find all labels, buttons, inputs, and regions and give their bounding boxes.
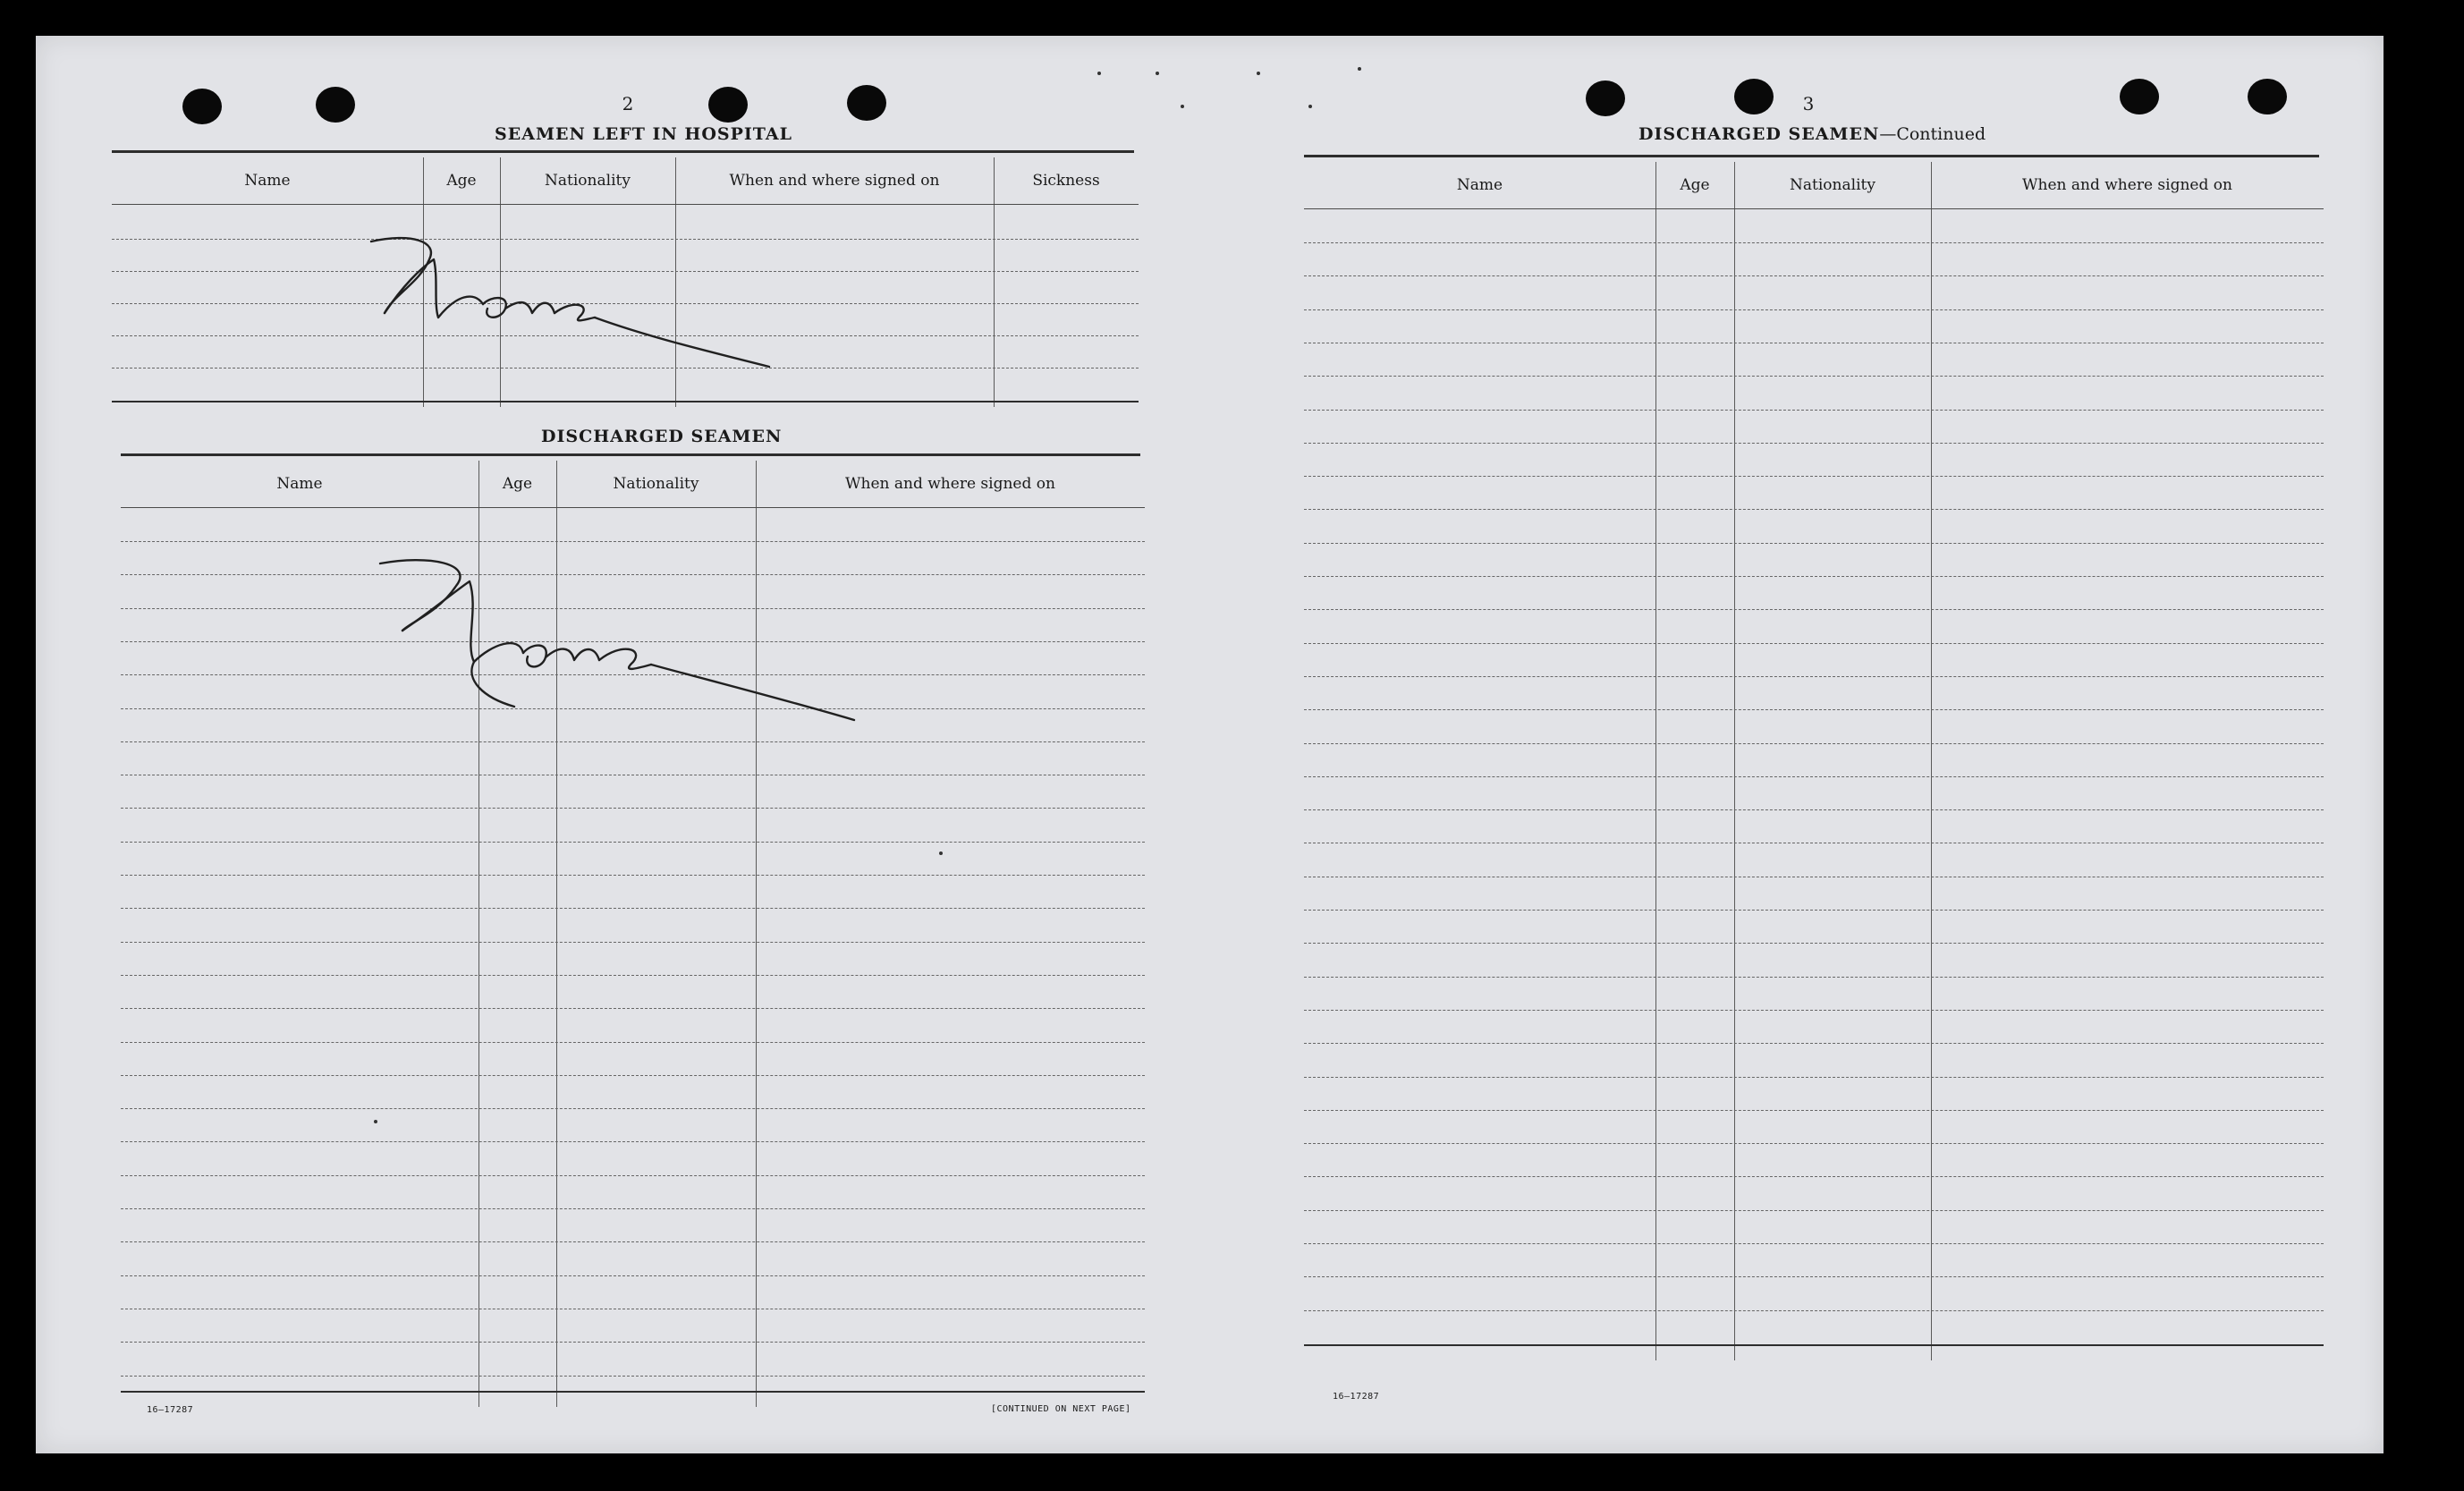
form-number-right: 16—17287 [1333,1392,1380,1402]
hospital-bottom-rule [112,401,1139,402]
row-line [121,574,1145,575]
hospital-col-sickness: Sickness [1032,172,1100,190]
hospital-section-title: SEAMEN LEFT IN HOSPITAL [495,124,792,144]
row-line [1304,1176,2324,1177]
column-divider [556,461,557,1407]
ink-speck [1257,72,1260,75]
discharged-continued-title [1638,124,1986,144]
row-line [121,942,1145,943]
punch-hole [2248,79,2287,114]
punch-hole [182,89,222,124]
punch-hole [1734,79,1774,114]
row-line [1304,609,2324,610]
row-line [121,1208,1145,1209]
row-line [121,1342,1145,1343]
row-line [121,1108,1145,1109]
ink-speck [1358,67,1361,71]
column-divider [500,157,501,407]
punch-hole [847,85,886,121]
discharged-col-nationality: Nationality [613,475,699,493]
row-line [121,842,1145,843]
row-line [1304,809,2324,810]
hospital-top-rule [112,150,1134,153]
right-col-signed-on: When and where signed on [2022,176,2232,194]
ink-speck [1156,72,1159,75]
row-line [1304,376,2324,377]
row-line [1304,1010,2324,1011]
row-line [1304,576,2324,577]
hospital-table [112,157,1139,407]
row-line [1304,309,2324,310]
page-number-left: 2 [622,93,634,114]
row-line [1304,643,2324,644]
row-line [1304,1043,2324,1044]
continued-note: [CONTINUED ON NEXT PAGE] [991,1404,1131,1414]
right-col-name: Name [1456,176,1503,194]
discharged-bottom-rule [121,1391,1145,1393]
discharged-col-name: Name [276,475,323,493]
discharged-table-right [1304,162,2324,1360]
column-divider [423,157,424,407]
row-line [121,1275,1145,1276]
discharged-continued-title-main: DISCHARGED SEAMEN [1638,124,1880,144]
row-line [121,908,1145,909]
row-line [121,641,1145,642]
ink-speck [1308,105,1312,108]
hospital-col-name: Name [244,172,291,190]
row-line [121,608,1145,609]
right-col-nationality: Nationality [1790,176,1876,194]
row-line [1304,1210,2324,1211]
row-line [121,1075,1145,1076]
discharged-table-left [121,461,1145,1407]
row-line [1304,1310,2324,1311]
right-bottom-rule [1304,1344,2324,1346]
hospital-col-nationality: Nationality [545,172,631,190]
row-line [121,1042,1145,1043]
row-line [121,1376,1145,1377]
header-underline [121,507,1145,508]
row-line [121,674,1145,675]
row-line [1304,977,2324,978]
row-line [112,368,1139,369]
row-line [121,875,1145,876]
row-line [1304,943,2324,944]
row-line [112,335,1139,336]
row-line [1304,743,2324,744]
row-line [1304,509,2324,510]
discharged-top-rule [121,453,1140,456]
form-number-left: 16—17287 [147,1405,194,1415]
hospital-col-signed-on: When and where signed on [729,172,940,190]
punch-hole [2120,79,2159,114]
row-line [121,541,1145,542]
discharged-col-signed-on: When and where signed on [845,475,1055,493]
row-line [1304,410,2324,411]
row-line [1304,443,2324,444]
row-line [121,975,1145,976]
header-underline [1304,208,2324,209]
right-top-rule [1304,155,2319,157]
page-number-right: 3 [1802,93,1815,114]
discharged-continued-title-suffix: —Continued [1879,124,1986,144]
discharged-section-title: DISCHARGED SEAMEN [541,427,783,446]
punch-hole [316,87,355,123]
row-line [121,708,1145,709]
row-line [1304,476,2324,477]
row-line [121,1175,1145,1176]
row-line [121,1141,1145,1142]
row-line [112,303,1139,304]
row-line [1304,1077,2324,1078]
column-divider [478,461,479,1407]
header-underline [112,204,1139,205]
right-col-age: Age [1680,176,1710,194]
punch-hole [1586,80,1625,116]
column-divider [675,157,676,407]
row-line [121,808,1145,809]
row-line [1304,1276,2324,1277]
row-line [1304,776,2324,777]
row-line [1304,242,2324,243]
document-sheet [36,36,2384,1453]
discharged-col-age: Age [502,475,533,493]
row-line [112,239,1139,240]
row-line [1304,676,2324,677]
row-line [112,271,1139,272]
row-line [121,1008,1145,1009]
ink-speck [1097,72,1101,75]
row-line [1304,1110,2324,1111]
row-line [1304,709,2324,710]
punch-hole [708,87,748,123]
row-line [1304,543,2324,544]
row-line [121,741,1145,742]
row-line [1304,1243,2324,1244]
hospital-col-age: Age [446,172,477,190]
row-line [1304,910,2324,911]
row-line [1304,275,2324,276]
ink-speck [1181,105,1184,108]
column-divider [756,461,757,1407]
row-line [1304,1143,2324,1144]
row-line [121,1241,1145,1242]
column-divider [994,157,995,407]
